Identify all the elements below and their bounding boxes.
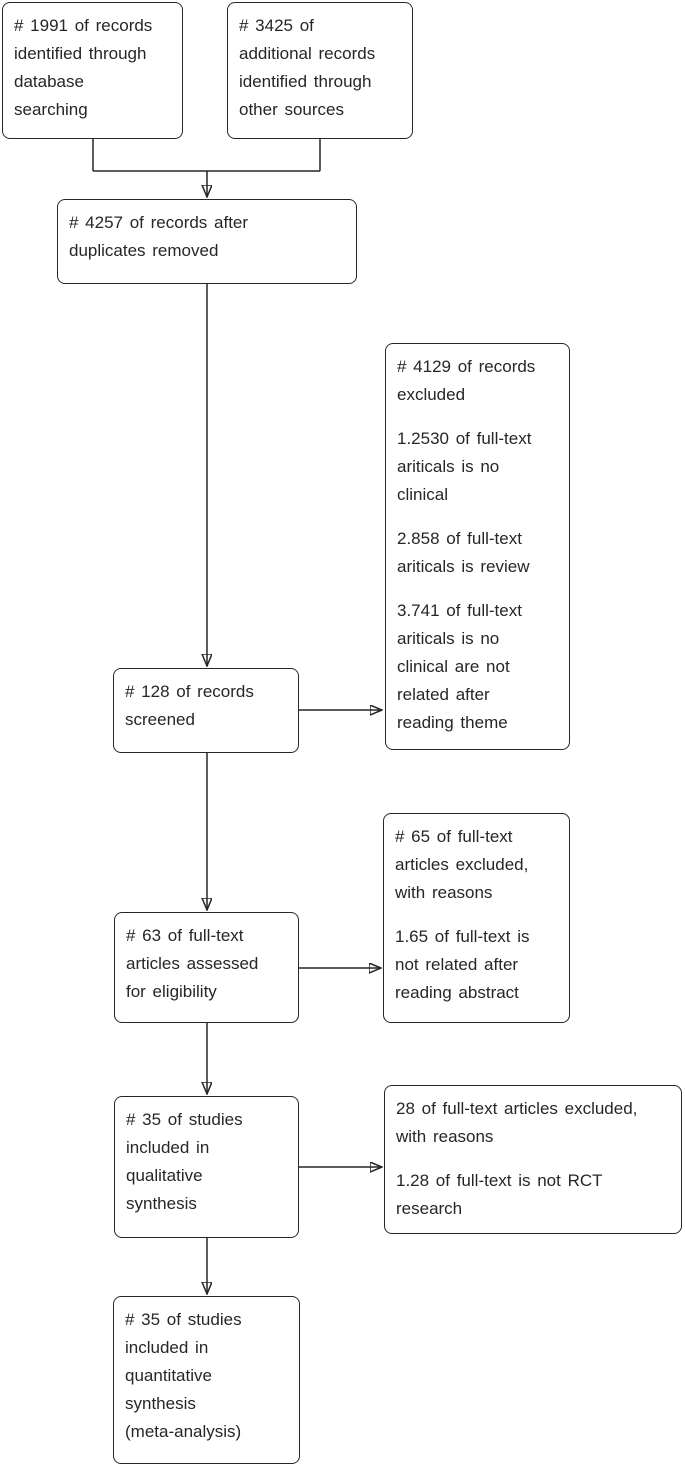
box-text-line: # 4129 of records [397,357,536,376]
box-records-identified-database [2,2,183,139]
box-fulltext-articles-assessed [114,912,299,1023]
box-text-line: synthesis [125,1394,196,1413]
box-text-line: identified through [239,72,372,91]
box-text-line: clinical [397,485,449,504]
box-paragraph [397,525,558,581]
box-text-line: not related after [395,955,519,974]
box-paragraph [125,1306,288,1446]
box-studies-quantitative-synthesis [113,1296,300,1464]
box-studies-qualitative-synthesis [114,1096,299,1238]
box-text-line: searching [14,100,88,119]
box-text-line: screened [125,710,195,729]
box-records-screened [113,668,299,753]
box-paragraph [126,922,287,1006]
box-records-excluded-reasons [385,343,570,750]
box-text-line: 3.741 of full-text [397,601,522,620]
box-text-line: database [14,72,84,91]
box-paragraph [69,209,345,265]
box-text-line: with reasons [396,1127,494,1146]
box-text-line: with reasons [395,883,493,902]
box-text-line: # 128 of records [125,682,254,701]
box-paragraph [395,923,558,1007]
box-text-line: included in [125,1338,209,1357]
box-paragraph [397,597,558,737]
box-paragraph [239,12,401,124]
box-fulltext-articles-excluded [383,813,570,1023]
box-paragraph [396,1167,670,1223]
box-text-line: reading theme [397,713,508,732]
box-text-line: qualitative [126,1166,203,1185]
box-records-identified-other-sources [227,2,413,139]
box-text-line: # 65 of full-text [395,827,513,846]
box-text-line: identified through [14,44,147,63]
box-text-line: additional records [239,44,376,63]
box-text-line: synthesis [126,1194,197,1213]
box-paragraph [395,823,558,907]
box-text-line: (meta-analysis) [125,1422,242,1441]
box-text-line: # 35 of studies [126,1110,243,1129]
box-text-line: quantitative [125,1366,212,1385]
box-paragraph [125,678,287,734]
box-text-line: articles excluded, [395,855,529,874]
box-text-line: # 35 of studies [125,1310,242,1329]
box-fulltext-excluded-not-rct [384,1085,682,1234]
box-text-line: included in [126,1138,210,1157]
box-text-line: research [396,1199,463,1218]
box-text-line: # 1991 of records [14,16,153,35]
box-text-line: 1.28 of full-text is not RCT [396,1171,603,1190]
box-text-line: ariticals is no [397,629,500,648]
box-records-after-duplicates-removed [57,199,357,284]
connector-merge-junction [93,139,320,171]
box-text-line: related after [397,685,490,704]
box-paragraph [14,12,171,124]
box-text-line: articles assessed [126,954,259,973]
box-paragraph [396,1095,670,1151]
box-text-line: clinical are not [397,657,510,676]
box-text-line: 28 of full-text articles excluded, [396,1099,638,1118]
box-text-line: other sources [239,100,344,119]
box-paragraph [397,353,558,409]
box-text-line: reading abstract [395,983,519,1002]
box-text-line: # 63 of full-text [126,926,244,945]
box-text-line: 1.65 of full-text is [395,927,530,946]
box-text-line: ariticals is review [397,557,530,576]
box-text-line: duplicates removed [69,241,219,260]
box-text-line: for eligibility [126,982,217,1001]
box-text-line: ariticals is no [397,457,500,476]
box-paragraph [126,1106,287,1218]
box-text-line: # 3425 of [239,16,314,35]
box-text-line: excluded [397,385,466,404]
box-text-line: # 4257 of records after [69,213,249,232]
box-text-line: 2.858 of full-text [397,529,522,548]
box-paragraph [397,425,558,509]
box-text-line: 1.2530 of full-text [397,429,532,448]
